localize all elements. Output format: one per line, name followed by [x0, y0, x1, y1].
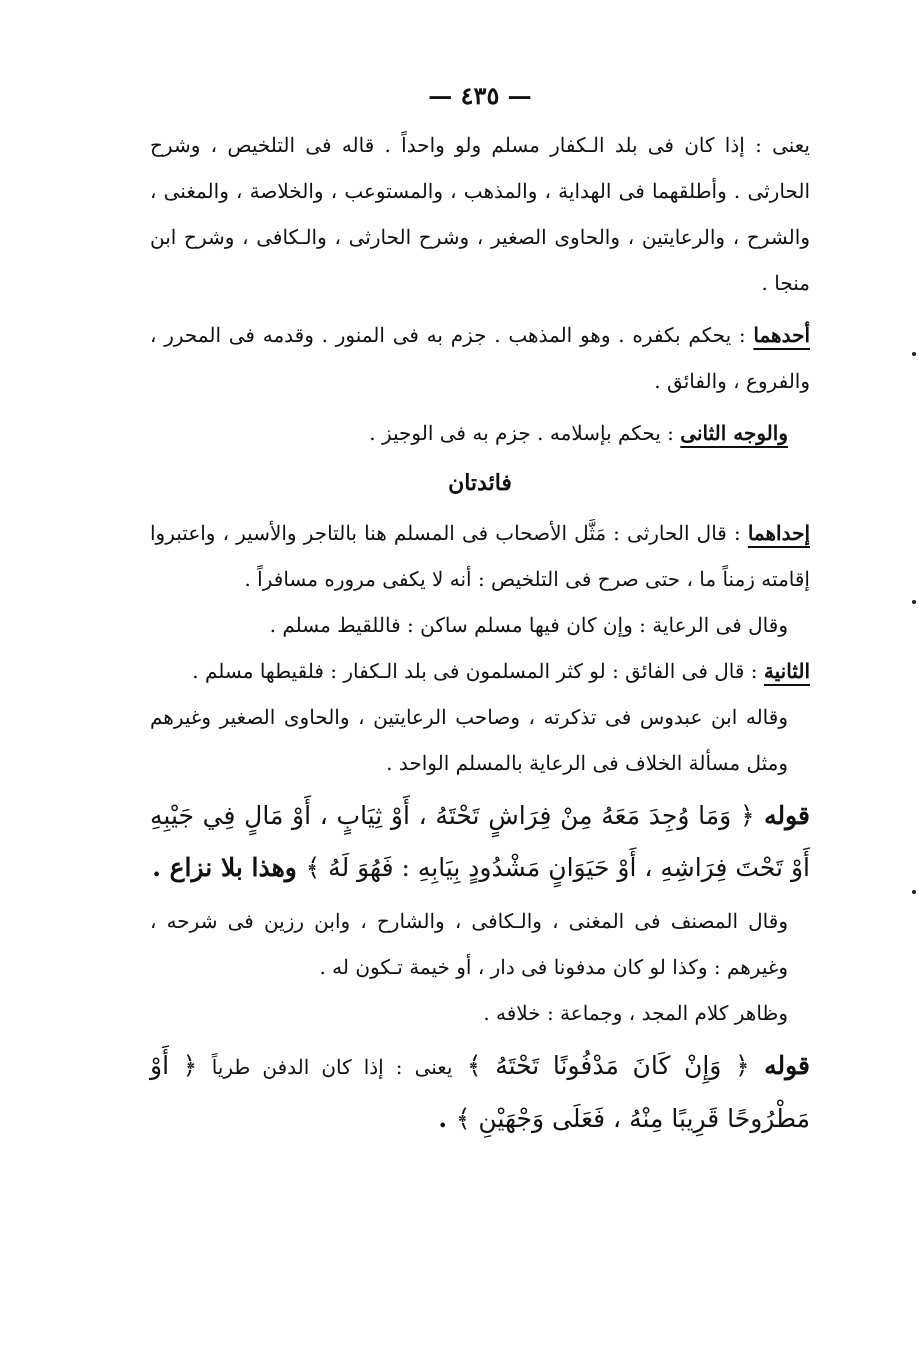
qawluh-label: قوله: [764, 801, 810, 830]
page-body: [150, 70, 810, 1149]
paragraph-7: وقاله ابن عبدوس فى تذكرته ، وصاحب الرعايتين ، والحاوى الصغير وغيرهم ومثل مسألة الخلاف فى الرعاية بالمسلم الواحد .: [150, 705, 788, 775]
paragraph-8: وقال المصنف فى المغنى ، والـكافى ، والشارح ، وابن رزين فى شرحه ، وغيرهم : وكذا لو كان مدفونا فى دار ، أو خيمة تـكون له .: [150, 909, 788, 979]
paragraph-text: : يحكم بإسلامه . جزم به فى الوجيز .: [369, 421, 674, 445]
margin-mark: [912, 352, 916, 356]
margin-mark: [912, 890, 916, 894]
lead-word: أحدهما: [753, 323, 811, 347]
section-heading: فائدتان: [448, 470, 512, 496]
matn-quote: ﴿ وَإِنْ كَانَ مَدْفُونًا تَحْتَهُ ﴾: [466, 1051, 750, 1080]
page-number: — ٤٣٥ —: [428, 81, 532, 110]
quotation-2: [150, 1040, 810, 1145]
paragraph-4: [150, 510, 810, 602]
quote-middle: يعنى : إذا كان الدفن طرياً: [211, 1055, 453, 1079]
paragraph-text: : قال فى الفائق : لو كثر المسلمون فى بلد الـكفار : فلقيطها مسلم .: [192, 659, 758, 683]
matn-quote-2: ﴿ أَوْ مَطْرُوحًا قَرِيبًا مِنْهُ ، فَعَلَى وَجْهَيْنِ ﴾: [150, 1051, 810, 1133]
paragraph-1: يعنى : إذا كان فى بلد الـكفار مسلم ولو واحداً . قاله فى التلخيص ، وشرح الحارثى . وأطلقهما فى الهداية ، والمذهب ، والمستوعب ، والخلاصة ، والمغنى ، والشرح ، والرعايتين ، والحاوى الصغير ، وشرح الحارثى ، والـكافى ، وشرح ابن منجا .: [150, 133, 810, 295]
paragraph-3: [150, 410, 810, 456]
lead-word: إحداهما: [747, 521, 811, 545]
margin-mark: [912, 600, 916, 604]
paragraph-text: : قال الحارثى : مَثَّل الأصحاب فى المسلم هنا بالتاجر والأسير ، واعتبروا إقامته زمناً ما ، حتى صرح فى التلخيص : أنه لا يكفى مروره مسافراً .: [150, 521, 810, 591]
quote-tail: .: [438, 1104, 448, 1133]
paragraph-9: وظاهر كلام المجد ، وجماعة : خلافه .: [483, 1001, 788, 1025]
paragraph-5: وقال فى الرعاية : وإن كان فيها مسلم ساكن : فاللقيط مسلم .: [269, 613, 788, 637]
lead-word: والوجه الثانى: [680, 421, 788, 445]
quote-tail: وهذا بلا نزاع .: [152, 853, 297, 882]
quotation-1: [150, 790, 810, 894]
paragraph-text: : يحكم بكفره . وهو المذهب . جزم به فى المنور . وقدمه فى المحرر ، والفروع ، والفائق .: [150, 323, 810, 393]
qawluh-label: قوله: [764, 1051, 810, 1080]
matn-quote: ﴿ وَمَا وُجِدَ مَعَهُ مِنْ فِرَاشٍ تَحْتَهُ ، أَوْ ثِيَابٍ ، أَوْ مَالٍ فِي جَيْبِهِ أَوْ تَحْتَ فِرَاشِهِ ، أَوْ حَيَوَانٍ مَشْدُودٍ بِيَابِهِ : فَهُوَ لَهُ ﴾: [150, 801, 810, 882]
lead-word: الثانية: [763, 659, 810, 683]
paragraph-2: [150, 312, 810, 404]
paragraph-6: [150, 648, 810, 694]
